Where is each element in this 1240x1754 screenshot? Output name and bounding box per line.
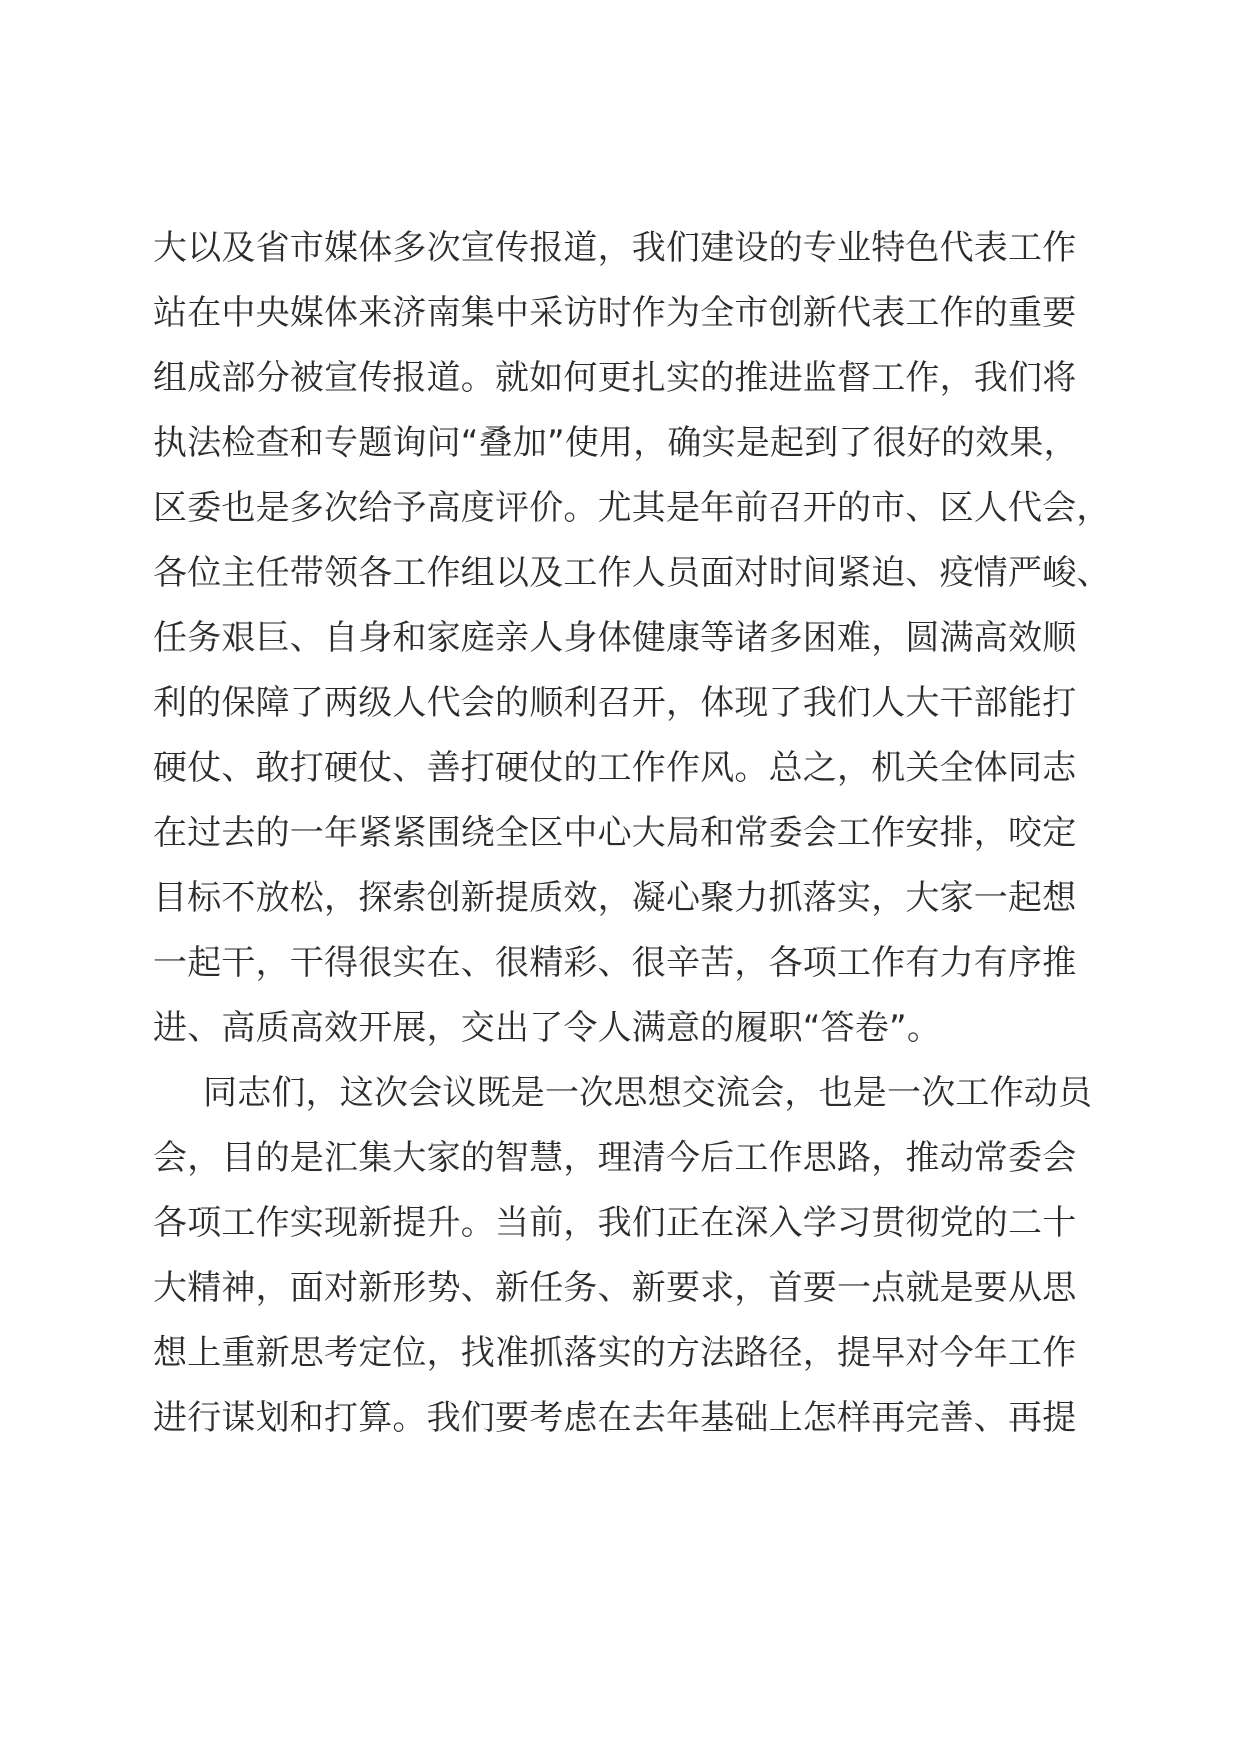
text-line: 执法检查和专题询问“叠加”使用，确实是起到了很好的效果， xyxy=(153,423,1078,463)
text-line: 站在中央媒体来济南集中采访时作为全市创新代表工作的重要 xyxy=(153,293,1077,333)
text-line: 利的保障了两级人代会的顺利召开，体现了我们人大干部能打 xyxy=(153,683,1077,723)
body-text xyxy=(153,216,1111,1451)
text-line: 目标不放松，探索创新提质效，凝心聚力抓落实，大家一起想 xyxy=(153,878,1077,918)
text-line: 大以及省市媒体多次宣传报道，我们建设的专业特色代表工作 xyxy=(153,228,1077,268)
text-line: 进行谋划和打算。我们要考虑在去年基础上怎样再完善、再提 xyxy=(153,1398,1077,1438)
text-line: 各位主任带领各工作组以及工作人员面对时间紧迫、疫情严峻、 xyxy=(153,553,1111,593)
text-line: 大精神，面对新形势、新任务、新要求，首要一点就是要从思 xyxy=(153,1268,1077,1308)
text-line: 组成部分被宣传报道。就如何更扎实的推进监督工作，我们将 xyxy=(153,358,1077,398)
text-line: 各项工作实现新提升。当前，我们正在深入学习贯彻党的二十 xyxy=(153,1203,1077,1243)
text-line: 想上重新思考定位，找准抓落实的方法路径，提早对今年工作 xyxy=(153,1333,1077,1373)
text-line: 会，目的是汇集大家的智慧，理清今后工作思路，推动常委会 xyxy=(153,1138,1077,1178)
text-line: 进、高质高效开展，交出了令人满意的履职“答卷”。 xyxy=(153,1008,942,1048)
text-line: 在过去的一年紧紧围绕全区中心大局和常委会工作安排，咬定 xyxy=(153,813,1077,853)
text-line: 区委也是多次给予高度评价。尤其是年前召开的市、区人代会， xyxy=(153,488,1111,528)
text-line: 硬仗、敢打硬仗、善打硬仗的工作作风。总之，机关全体同志 xyxy=(153,748,1077,788)
text-line: 任务艰巨、自身和家庭亲人身体健康等诸多困难，圆满高效顺 xyxy=(153,618,1077,658)
text-line: 一起干，干得很实在、很精彩、很辛苦，各项工作有力有序推 xyxy=(153,943,1077,983)
paragraph-start-line: 同志们，这次会议既是一次思想交流会，也是一次工作动员 xyxy=(203,1073,1093,1113)
